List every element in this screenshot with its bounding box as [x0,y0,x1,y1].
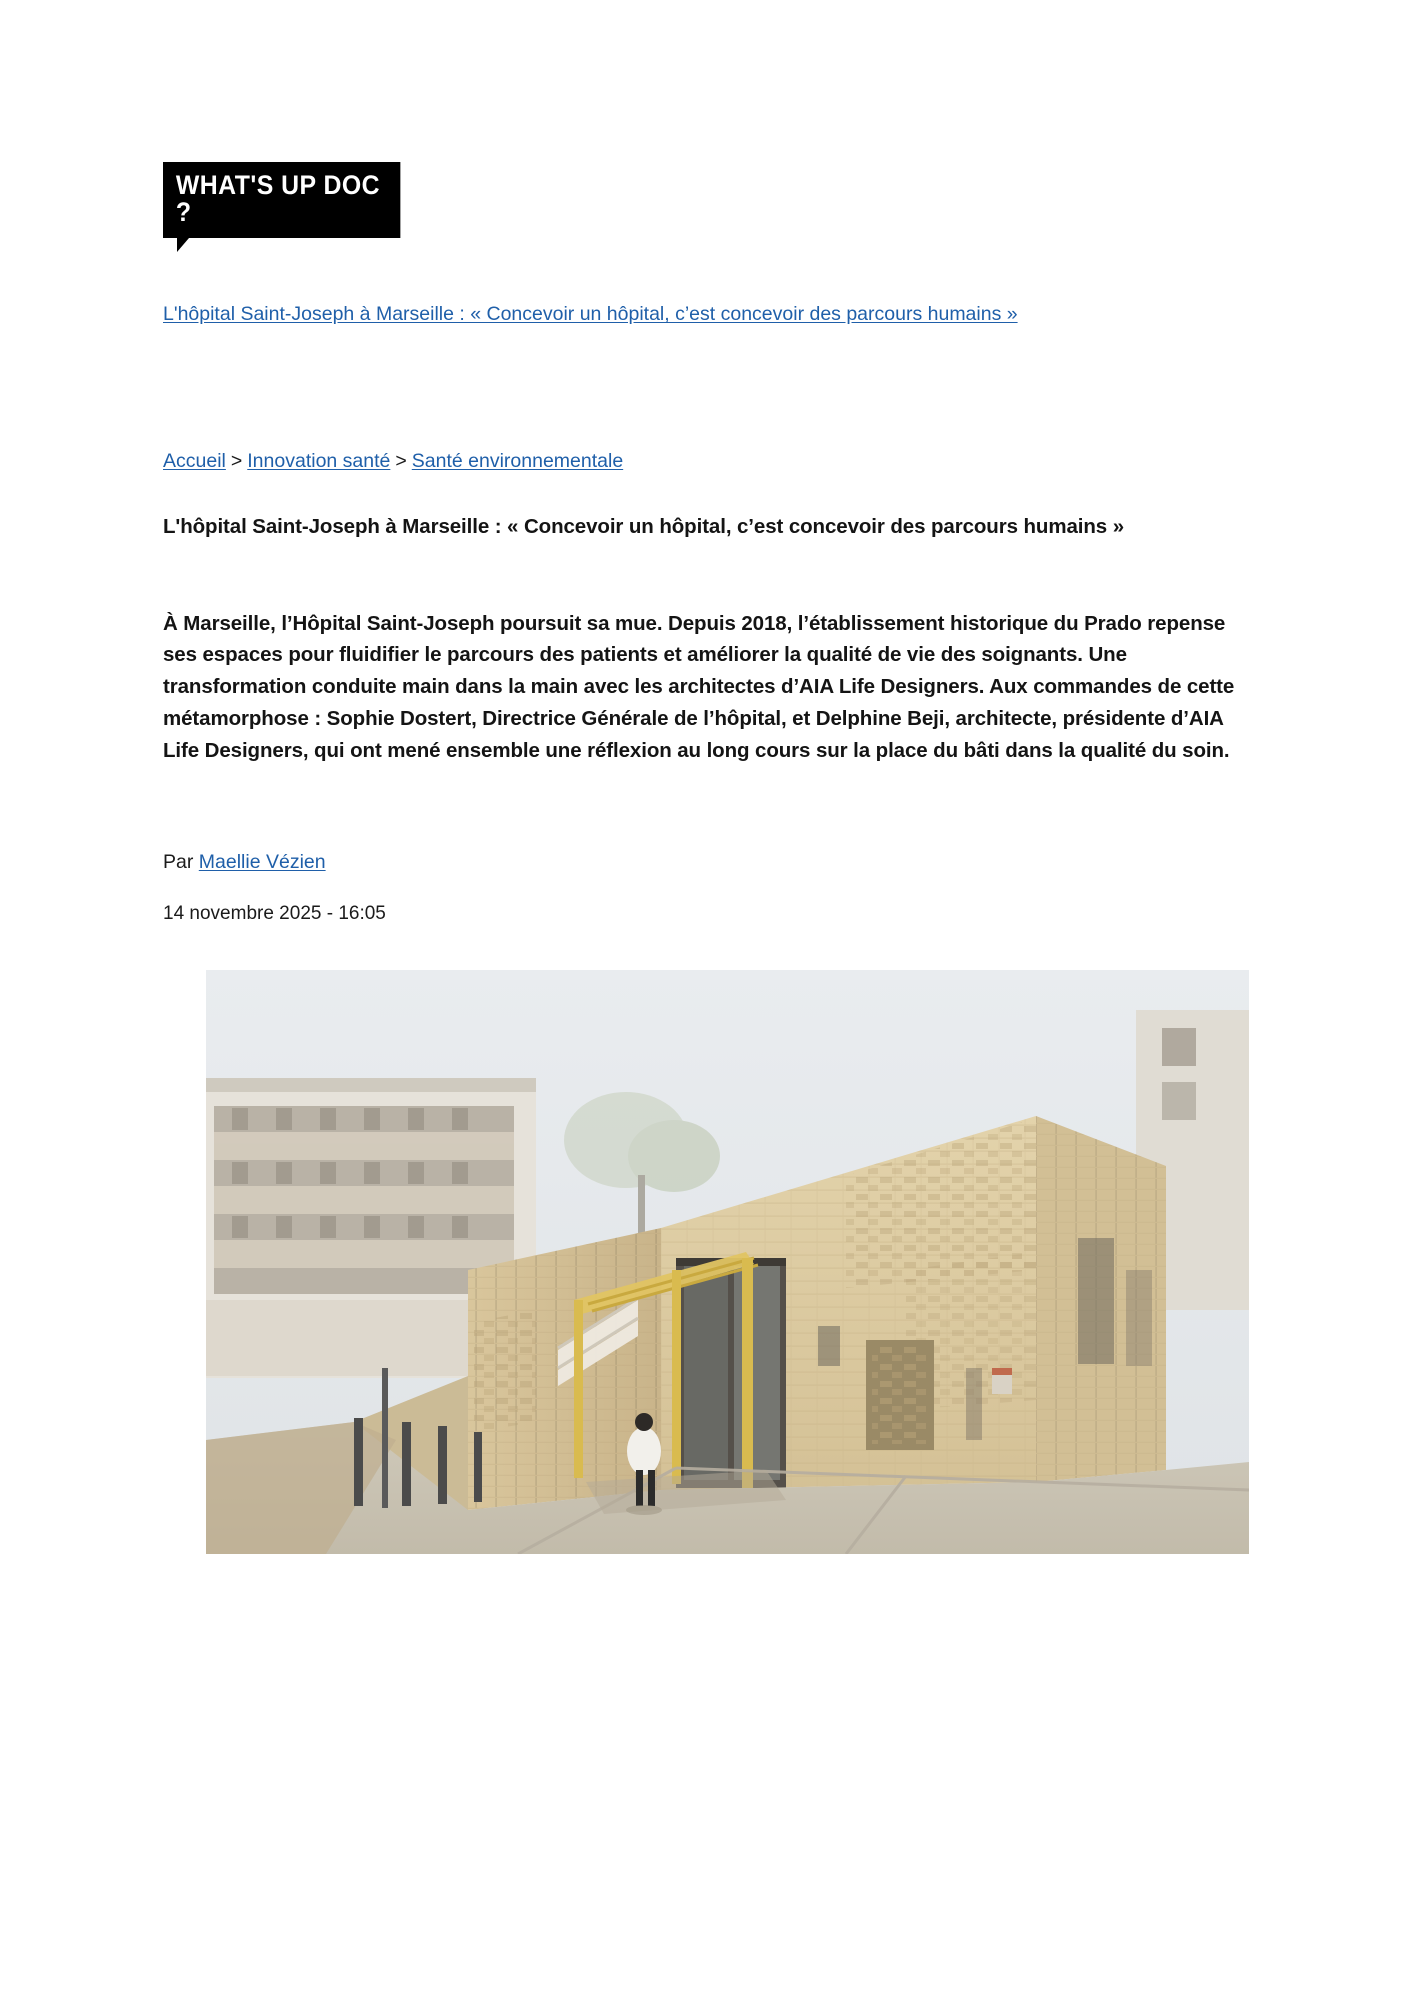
site-logo[interactable] [163,162,421,252]
byline-prefix: Par [163,851,194,873]
breadcrumb-item-accueil[interactable]: Accueil [163,450,226,472]
speech-bubble-tail-icon [177,238,189,252]
article-permalink[interactable] [163,300,1175,328]
breadcrumb-item-sante-environnementale[interactable]: Santé environnementale [411,450,624,472]
article-byline [163,851,326,874]
article-standfirst: À Marseille, l’Hôpital Saint-Joseph poursuit sa mue. Depuis 2018, l’établissement historique du Prado repense ses espaces pour fluidifier le parcours des patients et améliorer la qualité de vie des soignants. Une transformation conduite main dans la main avec les architectes d’AIA Life Designers. Aux commandes de cette métamorphose : Sophie Dostert, Directrice Générale de l’hôpital, et Delphine Beji, architecte, présidente d’AIA Life Designers, qui ont mené ensemble une réflexion au long cours sur la place du bâti dans la qualité du soin. [163,611,1235,763]
article-image [206,970,1249,1554]
article-permalink-link[interactable]: L'hôpital Saint-Joseph à Marseille : « Concevoir un hôpital, c’est concevoir des parcours humains » [163,303,1018,325]
site-logo-text: WHAT'S UP DOC ? [163,162,400,238]
breadcrumb [163,448,623,475]
page-title: L'hôpital Saint-Joseph à Marseille : « Concevoir un hôpital, c’est concevoir des parcours humains » [163,514,1124,538]
author-link[interactable]: Maellie Vézien [198,851,326,873]
breadcrumb-separator: > [230,450,243,472]
breadcrumb-item-innovation-sante[interactable]: Innovation santé [247,450,391,472]
publication-date: 14 novembre 2025 - 16:05 [163,903,386,924]
article-image-illustration [206,970,1249,1554]
breadcrumb-separator: > [395,450,407,472]
